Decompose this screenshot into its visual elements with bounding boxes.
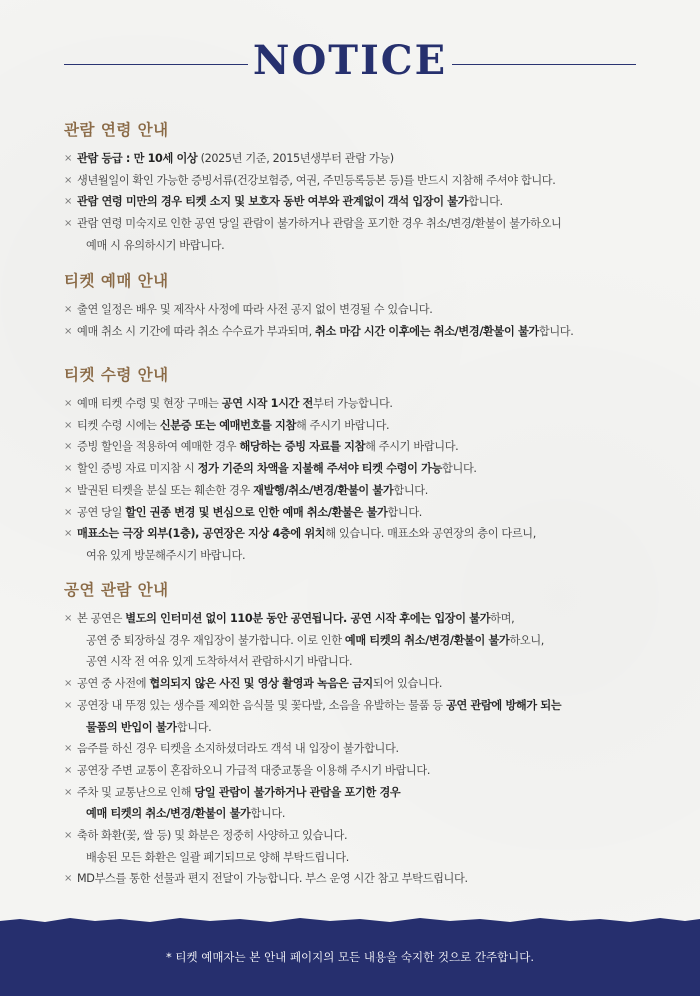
notice-item: [64, 630, 654, 652]
notice-item: [64, 782, 654, 804]
emphasis-text: 정가 기준의 차액을 지불해 주셔야 티켓 수령이 가능: [197, 462, 443, 476]
emphasis-text: 물품의 반입이 불가: [86, 720, 177, 734]
emphasis-text: 재발행/취소/변경/환불이 불가: [253, 483, 394, 497]
notice-item: [64, 738, 654, 760]
section-ticket-booking: [64, 272, 654, 342]
emphasis-text: 공연 관람에 방해가 되는: [446, 698, 562, 712]
emphasis-text: 예매 티켓의 취소/변경/환불이 불가: [344, 633, 510, 647]
bullet-x-icon: ×: [64, 484, 73, 496]
notice-item: [64, 608, 654, 630]
body-text: 되어 있습니다.: [372, 677, 443, 691]
emphasis-text: 당일 관람이 불가하거나 관람을 포기한 경우: [194, 785, 401, 799]
notice-item-continuation: [77, 545, 654, 567]
body-text: 배송된 모든 화환은 일괄 폐기되므로 양해 부탁드립니다.: [86, 850, 349, 864]
body-text: 해 있습니다. 매표소와 공연장의 층이 다르니,: [325, 527, 536, 541]
body-text: 주차 및 교통난으로 인해: [77, 785, 195, 799]
notice-item: [64, 825, 654, 847]
notice-item: [64, 523, 654, 545]
notice-item-continuation: [77, 803, 654, 825]
section-age-guide: [64, 121, 654, 257]
body-text: 공연장 내 뚜껑 있는 생수를 제외한 음식물 및 꽃다발, 소음을 유발하는 물품 등: [77, 698, 447, 712]
notice-item: [64, 480, 654, 502]
footer-banner: [0, 922, 700, 996]
body-text: 공연 중 퇴장하실 경우 재입장이 불가합니다. 이로 인한: [86, 633, 345, 647]
notice-item: [64, 415, 654, 437]
notice-item-continuation: [77, 630, 654, 652]
body-text: 예매 티켓 수령 및 현장 구매는: [77, 397, 222, 410]
emphasis-text: 취소 마감 시간 이후에는 취소/변경/환불이 불가: [315, 324, 539, 338]
bullet-x-icon: ×: [64, 174, 73, 186]
emphasis-text: 관람 연령 미만의 경우 티켓 소지 및 보호자 동반 여부와 관계없이 객석 입장이 불가: [77, 195, 469, 209]
body-text: MD부스를 통한 선물과 편지 전달이 가능합니다. 부스 운영 시간 참고 부탁드립니다.: [77, 872, 468, 886]
body-text: 하며,: [490, 612, 515, 625]
notice-item: [64, 191, 654, 213]
section-performance-guide: [64, 581, 654, 890]
footer-notice-text: * 티켓 예매자는 본 안내 페이지의 모든 내용을 숙지한 것으로 간주합니다.: [165, 950, 535, 964]
body-text: 관람 연령 미숙지로 인한 공연 당일 관람이 불가하거나 관람을 포기한 경우 취소/변경/환불이 불가하오니: [77, 217, 562, 231]
notice-item: [64, 651, 654, 673]
notice-item: [64, 393, 654, 415]
notice-item: [64, 695, 654, 717]
notice-item: [64, 458, 654, 480]
notice-item: [64, 213, 654, 235]
body-text: 해 주시기 바랍니다.: [365, 440, 459, 454]
body-text: 티켓 수령 시에는: [77, 418, 160, 432]
emphasis-text: 관람 등급 : 만 10세 이상: [77, 152, 198, 165]
emphasis-text: 공연 시작 1시간 전: [221, 397, 314, 410]
section-title: 공연 관람 안내: [64, 581, 169, 599]
body-text: 합니다.: [393, 483, 428, 497]
emphasis-text: 별도의 인터미션 없이 110분 동안 공연됩니다. 공연 시작 후에는 입장이 불가: [125, 612, 491, 625]
bullet-x-icon: ×: [64, 218, 73, 230]
notice-item: [64, 760, 654, 782]
notice-item: [64, 868, 654, 890]
body-text: (2025년 기준, 2015년생부터 관람 가능): [197, 152, 394, 165]
bullet-x-icon: ×: [64, 678, 73, 690]
notice-item: [64, 803, 654, 825]
body-text: 생년월일이 확인 가능한 증빙서류(건강보험증, 여권, 주민등록등본 등)를 반드시 지참해 주셔야 합니다.: [77, 173, 556, 187]
notice-item: [64, 717, 654, 739]
notice-item: [64, 436, 654, 458]
bullet-x-icon: ×: [64, 304, 73, 315]
emphasis-text: 할인 권종 변경 및 변심으로 인한 예매 취소/환불은 불가: [125, 505, 388, 519]
header-divider-left: [64, 64, 248, 65]
body-text: 공연장 주변 교통이 혼잡하오니 가급적 대중교통을 이용해 주시기 바랍니다.: [77, 763, 431, 777]
bullet-x-icon: ×: [64, 153, 73, 164]
notice-item-continuation: [77, 717, 654, 739]
section-title: 티켓 수령 안내: [64, 366, 169, 384]
body-text: 공연 중 사전에: [77, 677, 150, 691]
notice-item-continuation: [77, 235, 654, 257]
body-text: 본 공연은: [77, 612, 126, 625]
notice-item: [64, 545, 654, 567]
notice-item: [64, 847, 654, 869]
bullet-x-icon: ×: [64, 463, 73, 475]
emphasis-text: 협의되지 않은 사진 및 영상 촬영과 녹음은 금지: [149, 677, 373, 691]
bullet-x-icon: ×: [64, 506, 73, 518]
bullet-x-icon: ×: [64, 786, 73, 798]
body-text: 합니다.: [468, 195, 503, 209]
notice-item-continuation: [77, 847, 654, 869]
body-text: 합니다.: [176, 720, 212, 734]
notice-item-continuation: [77, 651, 654, 673]
bullet-x-icon: ×: [64, 419, 73, 431]
notice-item: [64, 170, 654, 192]
bullet-x-icon: ×: [64, 528, 73, 540]
section-ticket-pickup: [64, 366, 654, 567]
page-title: NOTICE: [252, 37, 448, 84]
notice-item: [64, 502, 654, 524]
body-text: 음주를 하신 경우 티켓을 소지하셨더라도 객석 내 입장이 불가합니다.: [77, 742, 399, 756]
body-text: 증빙 할인을 적용하여 예매한 경우: [77, 440, 240, 454]
body-text: 합니다.: [442, 462, 477, 476]
notice-item: [64, 148, 654, 170]
body-text: 여유 있게 방문해주시기 바랍니다.: [86, 548, 246, 562]
emphasis-text: 해당하는 증빙 자료를 지참: [239, 440, 366, 454]
section-title: 관람 연령 안내: [64, 121, 169, 139]
bullet-x-icon: ×: [64, 764, 73, 776]
header-divider-right: [452, 64, 636, 65]
body-text: 발권된 티켓을 분실 또는 훼손한 경우: [77, 483, 254, 497]
body-text: 예매 시 유의하시기 바랍니다.: [86, 238, 225, 252]
body-text: 예매 취소 시 기간에 따라 취소 수수료가 부과되며,: [77, 324, 315, 338]
body-text: 합니다.: [538, 324, 574, 338]
body-text: 할인 증빙 자료 미지참 시: [77, 462, 198, 476]
emphasis-text: 신분증 또는 예매번호를 지참: [159, 418, 296, 432]
notice-item: [64, 299, 654, 321]
bullet-x-icon: ×: [64, 830, 73, 842]
body-text: 해 주시기 바랍니다.: [295, 418, 390, 432]
bullet-x-icon: ×: [64, 325, 73, 337]
emphasis-text: 매표소는 극장 외부(1층), 공연장은 지상 4층에 위치: [77, 527, 326, 541]
body-text: 하오니,: [509, 633, 545, 647]
body-text: 공연 시작 전 여유 있게 도착하셔서 관람하시기 바랍니다.: [86, 655, 353, 669]
body-text: 합니다.: [387, 505, 422, 519]
body-text: 합니다.: [250, 807, 286, 821]
bullet-x-icon: ×: [64, 873, 73, 885]
bullet-x-icon: ×: [64, 613, 73, 624]
bullet-x-icon: ×: [64, 441, 73, 453]
bullet-x-icon: ×: [64, 196, 73, 208]
notice-item: [64, 321, 654, 343]
body-text: 출연 일정은 배우 및 제작사 사정에 따라 사전 공지 없이 변경될 수 있습니다.: [77, 303, 433, 316]
notice-item: [64, 673, 654, 695]
bullet-x-icon: ×: [64, 398, 73, 409]
emphasis-text: 예매 티켓의 취소/변경/환불이 불가: [86, 807, 251, 821]
bullet-x-icon: ×: [64, 699, 73, 711]
body-text: 부터 가능합니다.: [313, 397, 393, 410]
notice-item: [64, 235, 654, 257]
body-text: 공연 당일: [77, 505, 126, 519]
bullet-x-icon: ×: [64, 743, 73, 755]
section-title: 티켓 예매 안내: [64, 272, 169, 290]
body-text: 축하 화환(꽃, 쌀 등) 및 화분은 정중히 사양하고 있습니다.: [77, 829, 348, 843]
notice-header: [0, 36, 700, 86]
torn-edge: [0, 916, 700, 924]
